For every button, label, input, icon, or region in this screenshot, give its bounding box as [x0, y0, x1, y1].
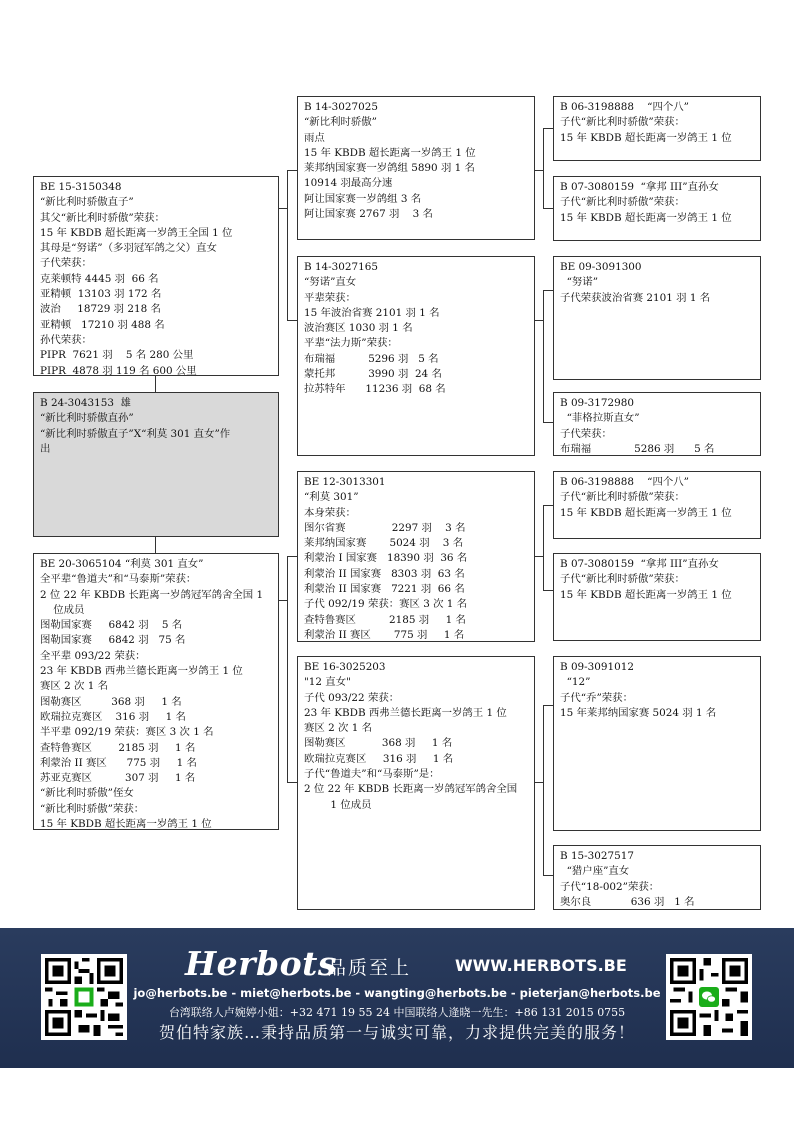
pedigree-line: 全平辈 093/22 荣获： [40, 649, 146, 662]
pedigree-line: 苏亚克赛区 307 羽 1 名 [40, 772, 196, 785]
pedigree-line: 利蒙治 II 国家赛 7221 羽 66 名 [304, 583, 465, 596]
pedigree-line: 欧瑞拉克赛区 316 羽 1 名 [304, 752, 454, 765]
pedigree-line: 利蒙治 I 国家赛 18390 羽 36 名 [304, 552, 468, 565]
pedigree-line: 15 年 KBDB 超长距离一岁鸽王全国 1 位 [40, 226, 233, 239]
pedigree-line: B 14-3027025 [304, 101, 378, 113]
connector [535, 556, 543, 557]
pedigree-line: 子代“新比利时骄傲”荣获： [560, 196, 685, 209]
pedigree-line: PIPR 7621 羽 5 名 280 公里 [40, 349, 194, 362]
pedigree-line: 半平辈 092/19 荣获：赛区 3 次 1 名 [40, 726, 214, 739]
connector [279, 600, 287, 601]
pedigree-line: “新比利时骄傲直子” [40, 196, 134, 209]
dds-box [553, 656, 761, 831]
tagline: 贺伯特家族…秉持品质第一与诚实可靠，力求提供完美的服务！ [158, 1023, 635, 1042]
pedigree-line: 10914 羽最高分速 [304, 177, 393, 190]
pedigree-line: B 06-3198888 “四个八” [560, 476, 689, 488]
slogan: 品质至上 [327, 957, 412, 979]
pedigree-line: 子代 093/22 荣获： [304, 691, 400, 704]
pedigree-line: “新比利时骄傲直子”X“利莫 301 直女”作 [40, 427, 231, 440]
connector [279, 208, 287, 209]
connector [543, 290, 553, 291]
pedigree-line: 布瑞福 5286 羽 5 名 [560, 442, 715, 455]
pedigree-line: 蒙托邦 3990 羽 24 名 [304, 368, 442, 381]
connector [535, 320, 543, 321]
connector [287, 170, 297, 171]
pedigree-line: 阿让国家赛 2767 羽 3 名 [304, 208, 433, 221]
sss-box [553, 96, 761, 161]
pedigree-line: 15 年 KBDB 超长距离一岁鸽王 1 位 [560, 211, 732, 224]
pedigree-line: 波治 18729 羽 218 名 [40, 303, 161, 316]
pedigree-line: 平辈“法力斯”荣获： [304, 337, 398, 350]
pedigree-line: “努诺” [560, 276, 599, 289]
pedigree-line: “利莫 301” [304, 491, 359, 504]
pedigree-line: B 15-3027517 [560, 850, 634, 862]
pedigree-line: “猎户座”直女 [560, 865, 630, 878]
brand [185, 944, 627, 984]
pedigree-line: 利蒙治 II 赛区 775 羽 1 名 [304, 628, 465, 641]
pedigree-line: B 06-3198888 “四个八” [560, 101, 689, 113]
pedigree-line: 子代荣获： [560, 427, 612, 440]
pedigree-line: 其母是“努诺”（多羽冠军鸽之父）直女 [40, 242, 217, 255]
pedigree-line: 子代“新比利时骄傲”荣获： [560, 491, 685, 504]
pedigree-line: B 09-3172980 [560, 397, 634, 409]
pedigree-line: 查特鲁赛区 2185 羽 1 名 [304, 613, 466, 626]
pedigree-line: 奥尔良 636 羽 1 名 [560, 895, 695, 908]
pedigree-line: B 07-3080159 “拿邦 III”直孙女 [560, 181, 719, 193]
sire-box [33, 176, 279, 376]
pedigree-line: 赛区 2 次 1 名 [40, 680, 108, 693]
sds-box [553, 256, 761, 380]
ssd-box [553, 176, 761, 241]
pedigree-line: 本身荣获： [304, 506, 356, 519]
pedigree-line: 图尔省赛 2297 羽 3 名 [304, 521, 466, 534]
connector [543, 505, 553, 506]
pedigree-line: 2 位 22 年 KBDB 长距离一岁鸽冠军鸽舍全国 1 [40, 588, 264, 601]
pedigree-line: 15 年波治省赛 2101 羽 1 名 [304, 306, 440, 319]
connector [287, 556, 288, 782]
connector [287, 170, 288, 320]
pedigree-line: 莱邦纳国家赛 5024 羽 3 名 [304, 537, 464, 550]
pedigree-line: “新比利时骄傲”侄女 [40, 787, 134, 800]
connector [543, 705, 544, 875]
pedigree-line: 图勒国家赛 6842 羽 75 名 [40, 634, 186, 647]
pedigree-line: “新比利时骄傲直孙” [40, 412, 134, 425]
pedigree-line: 子代荣获： [40, 257, 92, 270]
connector [543, 290, 544, 422]
pedigree-line: 1 位成员 [304, 798, 372, 811]
connector [535, 170, 543, 171]
pedigree-line: BE 20-3065104 “利莫 301 直女” [40, 558, 204, 570]
pedigree-line: 子代“18-002”荣获： [560, 880, 660, 893]
pedigree-line: 全平辈“鲁道夫”和“马泰斯”荣获： [40, 573, 197, 586]
pedigree-line: B 14-3027165 [304, 261, 378, 273]
pedigree-line: 图勒赛区 368 羽 1 名 [40, 695, 182, 708]
connector [543, 505, 544, 590]
pedigree-line: 子代荣获波治省赛 2101 羽 1 名 [560, 291, 711, 304]
sdd-box [553, 392, 761, 456]
pedigree-line: 15 年莱邦纳国家赛 5024 羽 1 名 [560, 706, 717, 719]
connector [535, 782, 543, 783]
pedigree-line: 15 年 KBDB 超长距离一岁鸽王 1 位 [304, 146, 476, 159]
pedigree-line: 欧瑞拉克赛区 316 羽 1 名 [40, 710, 186, 723]
pedigree-line: BE 12-3013301 [304, 476, 386, 488]
website-link[interactable]: WWW.HERBOTS.BE [455, 956, 627, 975]
pedigree-line: 23 年 KBDB 西弗兰德长距离一岁鸽王 1 位 [304, 706, 507, 719]
dam-dam-box [297, 656, 535, 910]
sire-sire-box [297, 96, 535, 240]
pedigree-line: B 09-3091012 [560, 661, 634, 673]
pedigree-line: "12 直女" [304, 676, 351, 689]
pedigree-line: 图勒赛区 368 羽 1 名 [304, 737, 453, 750]
connector [543, 705, 553, 706]
pedigree-line: B 07-3080159 “拿邦 III”直孙女 [560, 558, 719, 570]
connector [287, 320, 297, 321]
pedigree-line: BE 09-3091300 [560, 261, 642, 273]
subject-box [33, 392, 279, 537]
contact-info: 台湾联络人卢婉婷小姐：+32 471 19 55 24 中国联络人逄晓一先生：+86 131 2015 0755 [168, 1006, 626, 1019]
sire-dam-box [297, 256, 535, 456]
ddd-box [553, 845, 761, 910]
pedigree-line: 15 年 KBDB 超长距离一岁鸽王 1 位 [560, 588, 732, 601]
pedigree-line: 亚精顿 17210 羽 488 名 [40, 318, 165, 331]
dss-box [553, 471, 761, 539]
pedigree-line: 克莱顿特 4445 羽 66 名 [40, 272, 159, 285]
dam-sire-box [297, 471, 535, 642]
pedigree-line: 15 年 KBDB 超长距离一岁鸽王 1 位 [40, 818, 212, 830]
pedigree-line: 平辈荣获： [304, 291, 356, 304]
pedigree-line: “菲格拉斯直女” [560, 412, 640, 425]
pedigree-line: 孙代荣获： [40, 333, 92, 346]
pedigree-line: 子代 092/19 荣获：赛区 3 次 1 名 [304, 598, 468, 611]
dam-box [33, 553, 279, 830]
pedigree-line: “12” [560, 676, 591, 689]
pedigree-line: 子代“鲁道夫”和“马泰斯”是： [304, 768, 440, 781]
connector [543, 128, 544, 208]
pedigree-line: BE 16-3025203 [304, 661, 386, 673]
pedigree-line: 15 年 KBDB 超长距离一岁鸽王 1 位 [560, 506, 732, 519]
herbots-logo: Herbots [185, 944, 337, 983]
pedigree-line: 23 年 KBDB 西弗兰德长距离一岁鸽王 1 位 [40, 665, 243, 678]
pedigree-line: 布瑞福 5296 羽 5 名 [304, 352, 439, 365]
connector [287, 556, 297, 557]
pedigree-line: 利蒙治 II 赛区 775 羽 1 名 [40, 756, 197, 769]
pedigree-line: 雨点 [304, 131, 325, 144]
pedigree-line: 莱邦纳国家赛一岁鸽组 5890 羽 1 名 [304, 162, 475, 175]
pedigree-line: BE 15-3150348 [40, 181, 122, 193]
pedigree-line: 拉苏特年 11236 羽 68 名 [304, 383, 446, 396]
pedigree-line: B 24-3043153 雄 [40, 397, 131, 409]
pedigree-line: 子代“新比利时骄傲”荣获： [560, 573, 685, 586]
pedigree-line: “努诺”直女 [304, 276, 357, 289]
pedigree-line: 赛区 2 次 1 名 [304, 722, 372, 735]
pedigree-line: 出 [40, 442, 51, 455]
connector [543, 208, 553, 209]
dsd-box [553, 553, 761, 641]
connector [155, 376, 156, 392]
pedigree-line: 图勒国家赛 6842 羽 5 名 [40, 619, 183, 632]
pedigree-line: 亚精顿 13103 羽 172 名 [40, 288, 162, 301]
pedigree-line: 子代“乔”荣获： [560, 691, 633, 704]
connector [287, 782, 297, 783]
connector [543, 590, 553, 591]
pedigree-line: “新比利时骄傲” [304, 116, 377, 129]
connector [543, 422, 553, 423]
pedigree-line: 其父“新比利时骄傲”荣获： [40, 211, 165, 224]
connector [543, 875, 553, 876]
pedigree-line: 子代“新比利时骄傲”荣获： [560, 116, 685, 129]
pedigree-line: 查特鲁赛区 2185 羽 1 名 [40, 741, 196, 754]
pedigree-line: 位成员 [40, 603, 85, 616]
pedigree-line: 阿让国家赛一岁鸽组 3 名 [304, 192, 422, 205]
pedigree-line: 波治赛区 1030 羽 1 名 [304, 322, 413, 335]
pedigree-line: PIPR 4878 羽 119 名 600 公里 [40, 364, 197, 376]
connector [155, 537, 156, 553]
pedigree-line: 利蒙治 II 国家赛 8303 羽 63 名 [304, 567, 465, 580]
pedigree-line: 15 年 KBDB 超长距离一岁鸽王 1 位 [560, 131, 732, 144]
pedigree-line: 2 位 22 年 KBDB 长距离一岁鸽冠军鸽舍全国 [304, 783, 518, 796]
connector [543, 128, 553, 129]
pedigree-line: “新比利时骄傲”荣获： [40, 802, 145, 815]
email-links[interactable]: jo@herbots.be - miet@herbots.be - wangting@herbots.be - pieterjan@herbots.be [133, 986, 661, 1000]
